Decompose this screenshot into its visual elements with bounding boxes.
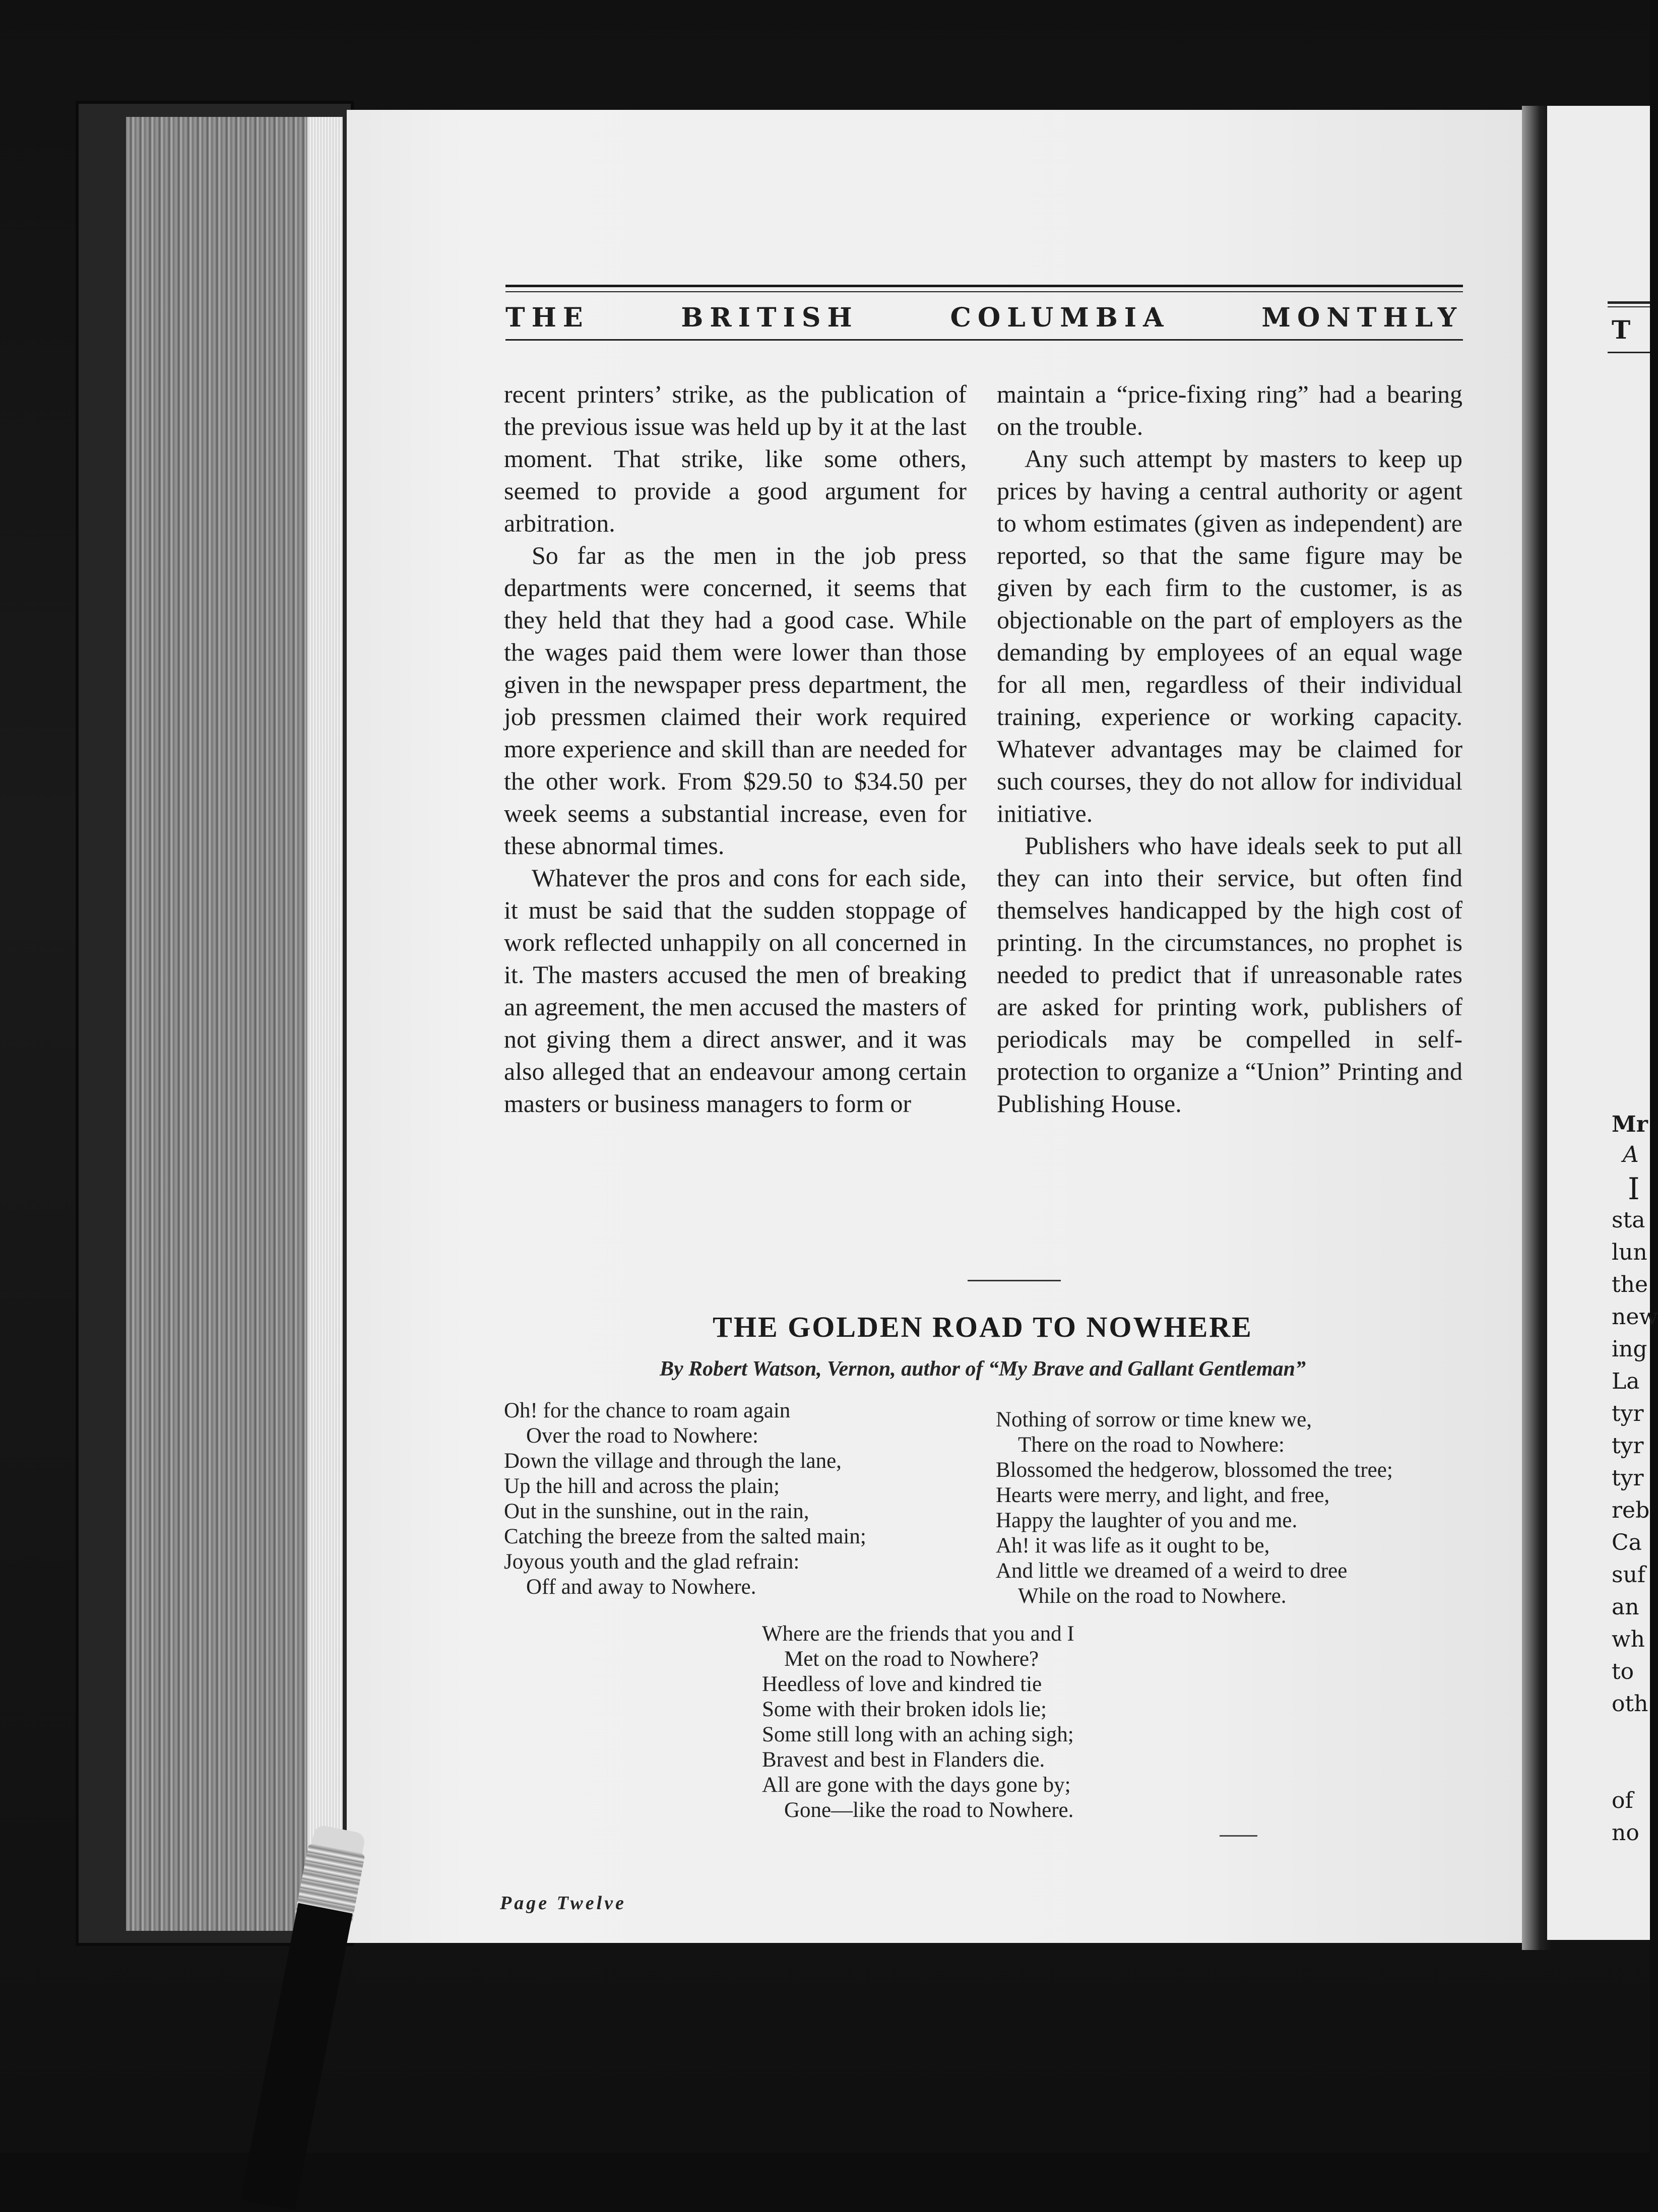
head-word: THE: [505, 302, 590, 333]
poem-line: Heedless of love and kindred tie: [762, 1672, 1042, 1696]
head-rule-bottom: [505, 339, 1463, 341]
running-head-text: [505, 292, 1463, 339]
poem-line: Out in the sunshine, out in the rain,: [504, 1500, 809, 1523]
head-word: COLUMBIA: [950, 302, 1170, 333]
facing-line: lun: [1612, 1240, 1647, 1265]
poem-line: Catching the breeze from the salted main;: [504, 1525, 866, 1548]
stray-mark: [1220, 1835, 1257, 1837]
poem-line: Joyous youth and the glad refrain:: [504, 1550, 800, 1574]
poem-line: Up the hill and across the plain;: [504, 1474, 780, 1498]
poem-line: Over the road to Nowhere:: [526, 1424, 758, 1448]
facing-line: La: [1612, 1369, 1640, 1394]
poem-line: Some with their broken idols lie;: [762, 1698, 1047, 1721]
poem-line: Off and away to Nowhere.: [526, 1575, 756, 1599]
paragraph: So far as the men in the job press departments were concerned, it seems that they held that they had a good case. While the wages paid them were lower than those given in the newspaper press department, the job pressmen claimed their work required more experience and skill than are needed for the other work. From $29.50 to $34.50 per week seems a substantial increase, even for these abnormal times.: [504, 541, 967, 860]
facing-line: of: [1612, 1788, 1633, 1813]
facing-head-fragment: T: [1612, 315, 1637, 345]
paragraph: Any such attempt by masters to keep up prices by having a central authority or agent to whom estimates (given as independent) are reported, so that the same figure may be given by each firm to the customer, is as objectionable on the part of employers as the demanding by employees of an equal wage for all men, regardless of their individual training, experience or working capacity. Whatever advantages may be claimed for such courses, they do not allow for individual initiative.: [997, 444, 1462, 827]
facing-line: wh: [1612, 1627, 1645, 1652]
poem-line: Ah! it was life as it ought to be,: [996, 1534, 1270, 1557]
page-folio: Page Twelve: [500, 1893, 626, 1914]
poem-line: All are gone with the days gone by;: [762, 1773, 1071, 1797]
facing-line: sta: [1612, 1207, 1645, 1233]
poem-line: Oh! for the chance to roam again: [504, 1399, 791, 1422]
section-divider: [968, 1280, 1061, 1281]
poem-line: While on the road to Nowhere.: [1018, 1584, 1287, 1608]
facing-line: [1612, 1752, 1658, 1785]
facing-line: to: [1612, 1659, 1634, 1684]
poem-line: Happy the laughter of you and me.: [996, 1509, 1298, 1532]
running-head: [505, 285, 1463, 341]
poem-line: Blossomed the hedgerow, blossomed the tree;: [996, 1458, 1393, 1482]
poem-line: Some still long with an aching sigh;: [762, 1723, 1074, 1746]
facing-head-rule-bottom: [1608, 352, 1650, 353]
paragraph: recent printers’ strike, as the publication of the previous issue was held up by it at the last moment. That strike, like some others, seemed to provide a good argument for arbitration.: [504, 380, 967, 537]
head-rule-top: [505, 285, 1463, 287]
facing-line: suf: [1612, 1562, 1646, 1588]
facing-line: new: [1612, 1304, 1658, 1330]
facing-fragment: Mr: [1612, 1112, 1648, 1137]
facing-line: Ca: [1612, 1530, 1642, 1555]
facing-line: oth: [1612, 1691, 1648, 1717]
facing-line: reb: [1612, 1498, 1650, 1523]
poem-line: And little we dreamed of a weird to dree: [996, 1559, 1348, 1583]
head-word: BRITISH: [681, 302, 859, 333]
facing-fragment: A: [1623, 1142, 1639, 1167]
facing-line: tyr: [1612, 1401, 1644, 1426]
poem-byline: By Robert Watson, Vernon, author of “My Brave and Gallant Gentleman”: [660, 1357, 1306, 1381]
facing-line: tyr: [1612, 1465, 1644, 1491]
facing-line: no: [1612, 1820, 1639, 1846]
facing-head-rule-thin: [1608, 306, 1650, 307]
page-edges: [126, 117, 343, 1931]
poem-line: Down the village and through the lane,: [504, 1449, 842, 1473]
poem-line: Met on the road to Nowhere?: [784, 1647, 1039, 1671]
facing-line: [1612, 1720, 1658, 1752]
poem-stanza-3: [762, 1621, 1074, 1823]
poem-line: Where are the friends that you and I: [762, 1622, 1074, 1646]
paragraph: maintain a “price-fixing ring” had a bearing on the trouble.: [997, 380, 1462, 440]
right-column: [997, 378, 1462, 1120]
poem-line: Nothing of sorrow or time knew we,: [996, 1408, 1312, 1432]
poem-line: There on the road to Nowhere:: [1018, 1433, 1285, 1457]
facing-line: ing: [1612, 1336, 1647, 1362]
facing-line: an: [1612, 1594, 1639, 1620]
poem-stanza-1: [504, 1398, 866, 1600]
facing-fragment: I: [1628, 1172, 1640, 1207]
poem-stanza-2: [996, 1407, 1393, 1609]
facing-head-rule: [1608, 301, 1650, 304]
paragraph: Whatever the pros and cons for each side, it must be said that the sudden stoppage of work reflected unhappily on all concerned in it. The masters accused the men of breaking an agreement, the men accused the masters of not giving them a direct answer, and it was also alleged that an endeavour among certain masters or business managers to form or: [504, 864, 967, 1118]
poem-title: THE GOLDEN ROAD TO NOWHERE: [713, 1311, 1253, 1343]
poem-line: Bravest and best in Flanders die.: [762, 1748, 1045, 1772]
facing-lines: [1612, 1204, 1658, 1849]
paragraph: Publishers who have ideals seek to put all they can into their service, but often find themselves handicapped by the high cost of printing. In the circumstances, no prophet is needed to predict that if unreasonable rates are asked for printing work, publishers of periodicals may be compelled in self-protection to organize a “Union” Printing and Publishing House.: [997, 831, 1462, 1118]
head-word: MONTHLY: [1261, 302, 1463, 333]
facing-line: the: [1612, 1272, 1648, 1297]
poem-line: Hearts were merry, and light, and free,: [996, 1483, 1330, 1507]
facing-line: tyr: [1612, 1433, 1644, 1459]
facing-page: [1547, 106, 1658, 1940]
left-column: [504, 378, 967, 1120]
poem-line: Gone—like the road to Nowhere.: [784, 1798, 1074, 1822]
